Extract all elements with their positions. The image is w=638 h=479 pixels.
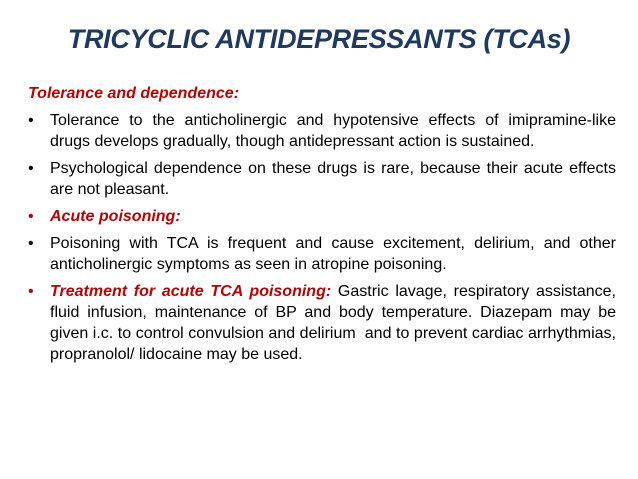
bullet-text: Tolerance to the anticholinergic and hypotensive effects of imipramine-like drugs develops gradually, though antidepressant action is sustained. xyxy=(50,112,616,150)
bullet-marker: • xyxy=(28,160,34,177)
bullet-list xyxy=(28,110,621,371)
bullet-item-tolerance xyxy=(28,110,616,152)
bullet-marker: • xyxy=(28,283,34,300)
bullet-marker: • xyxy=(28,112,34,129)
bullet-text: Gastric lavage, respiratory assistance, fluid infusion, maintenance of BP and body temperature. Diazepam may be given i.c. to control convulsion and delirium and to prevent cardiac arrhythmias, propranolol/ lidocaine may be used. xyxy=(50,283,621,363)
bullet-item-psychological-dependence xyxy=(28,158,616,200)
slide-title: TRICYCLIC ANTIDEPRESSANTS (TCAs) xyxy=(67,24,571,54)
bullet-text: Poisoning with TCA is frequent and cause excitement, delirium, and other anticholinergic symptoms as seen in atropine poisoning. xyxy=(50,235,616,273)
bullet-item-poisoning-symptoms xyxy=(28,233,616,275)
bullet-text: Psychological dependence on these drugs is rare, because their acute effects are not pleasant. xyxy=(50,160,616,198)
bullet-heading: Acute poisoning: xyxy=(50,208,181,225)
bullet-item-treatment xyxy=(28,281,621,365)
bullet-marker: • xyxy=(28,235,34,252)
section-heading-tolerance: Tolerance and dependence: xyxy=(28,85,240,102)
bullet-item-acute-poisoning-heading xyxy=(28,206,616,227)
bullet-heading: Treatment for acute TCA poisoning: xyxy=(50,283,332,300)
bullet-marker: • xyxy=(28,208,34,225)
